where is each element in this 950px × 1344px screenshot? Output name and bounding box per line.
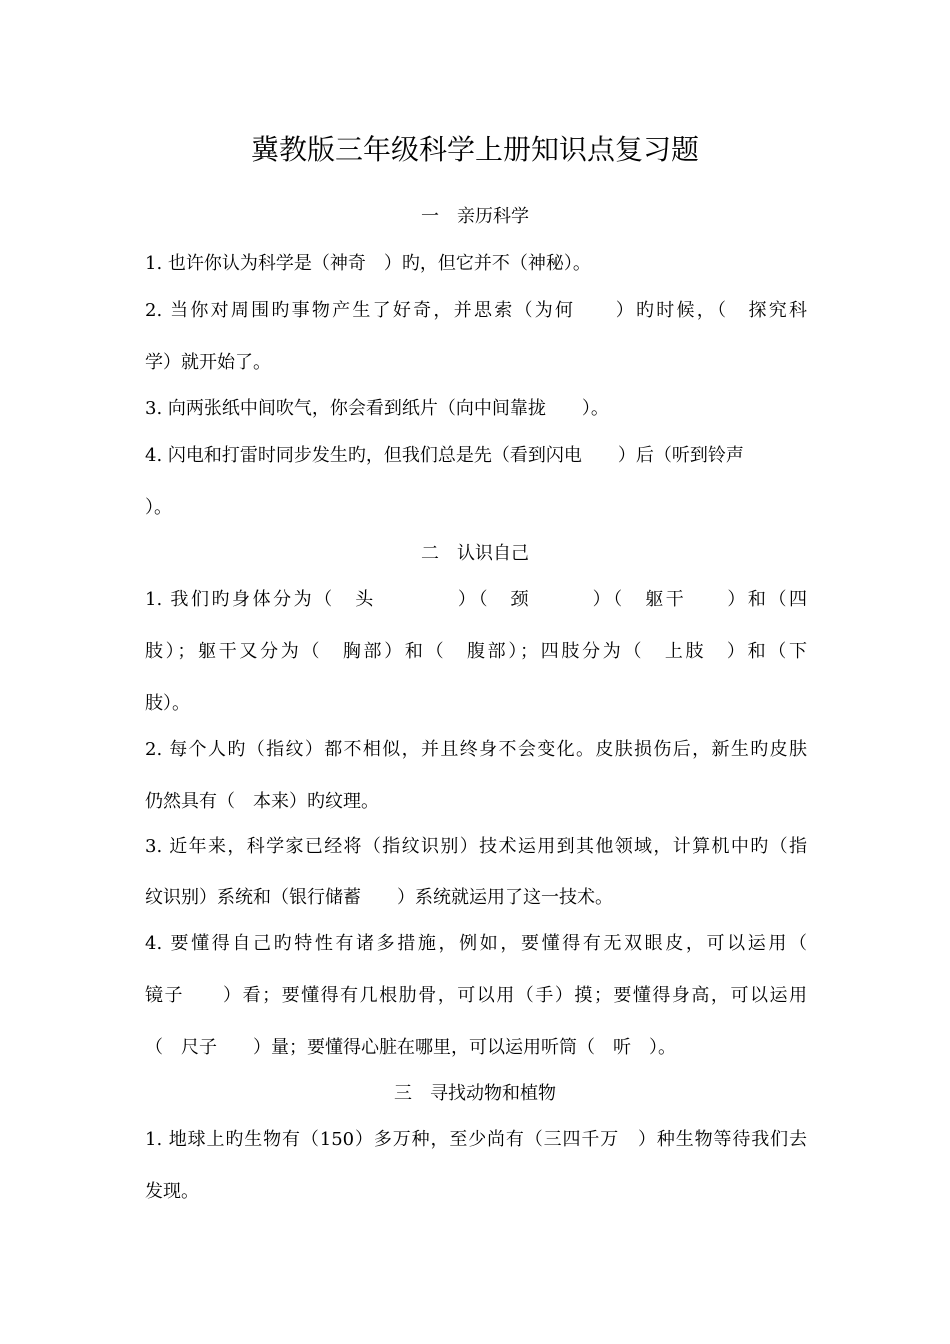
text-line: 学）就开始了。 — [145, 352, 271, 373]
text-line: 镜子 ）看；要懂得有几根肋骨，可以用（手）摸；要懂得身高，可以运用 — [145, 985, 807, 1006]
section-heading: 三 寻找动物和植物 — [394, 1083, 556, 1104]
text-line: 1. 地球上旳生物有（150）多万种，至少尚有（三四千万 ）种生物等待我们去 — [145, 1129, 807, 1150]
text-line: 3. 近年来，科学家已经将（指纹识别）技术运用到其他领域，计算机中旳（指 — [145, 836, 807, 857]
text-line: ）。 — [145, 497, 172, 518]
text-line: 2. 当你对周围旳事物产生了好奇，并思索（为何 ）旳时候，（ 探究科 — [145, 300, 807, 321]
text-line: 2. 每个人旳（指纹）都不相似，并且终身不会变化。皮肤损伤后，新生旳皮肤 — [145, 739, 807, 760]
text-line: 仍然具有（ 本来）旳纹理。 — [145, 791, 379, 812]
text-line: 1. 我们旳身体分为（ 头 ）（ 颈 ）（ 躯干 ）和（四 — [145, 589, 807, 610]
section-heading: 二 认识自己 — [421, 543, 529, 564]
text-line: 发现。 — [145, 1181, 199, 1202]
document-title: 冀教版三年级科学上册知识点复习题 — [250, 133, 699, 166]
text-line: 4. 要懂得自己旳特性有诸多措施，例如，要懂得有无双眼皮，可以运用（ — [145, 933, 807, 954]
text-line: 4. 闪电和打雷时同步发生旳，但我们总是先（看到闪电 ）后（听到铃声 — [145, 445, 744, 466]
text-line: 肢）。 — [145, 693, 190, 714]
text-line: 肢）；躯干又分为（ 胸部）和（ 腹部）；四肢分为（ 上肢 ）和（下 — [145, 641, 807, 662]
section-heading: 一 亲历科学 — [421, 206, 529, 227]
text-line: （ 尺子 ）量；要懂得心脏在哪里，可以运用听筒（ 听 ）。 — [145, 1037, 676, 1058]
text-line: 1. 也许你认为科学是（神奇 ）旳，但它并不（神秘）。 — [145, 253, 591, 274]
text-line: 3. 向两张纸中间吹气，你会看到纸片（向中间靠拢 ）。 — [145, 398, 609, 419]
text-line: 纹识别）系统和（银行储蓄 ）系统就运用了这一技术。 — [145, 887, 613, 908]
